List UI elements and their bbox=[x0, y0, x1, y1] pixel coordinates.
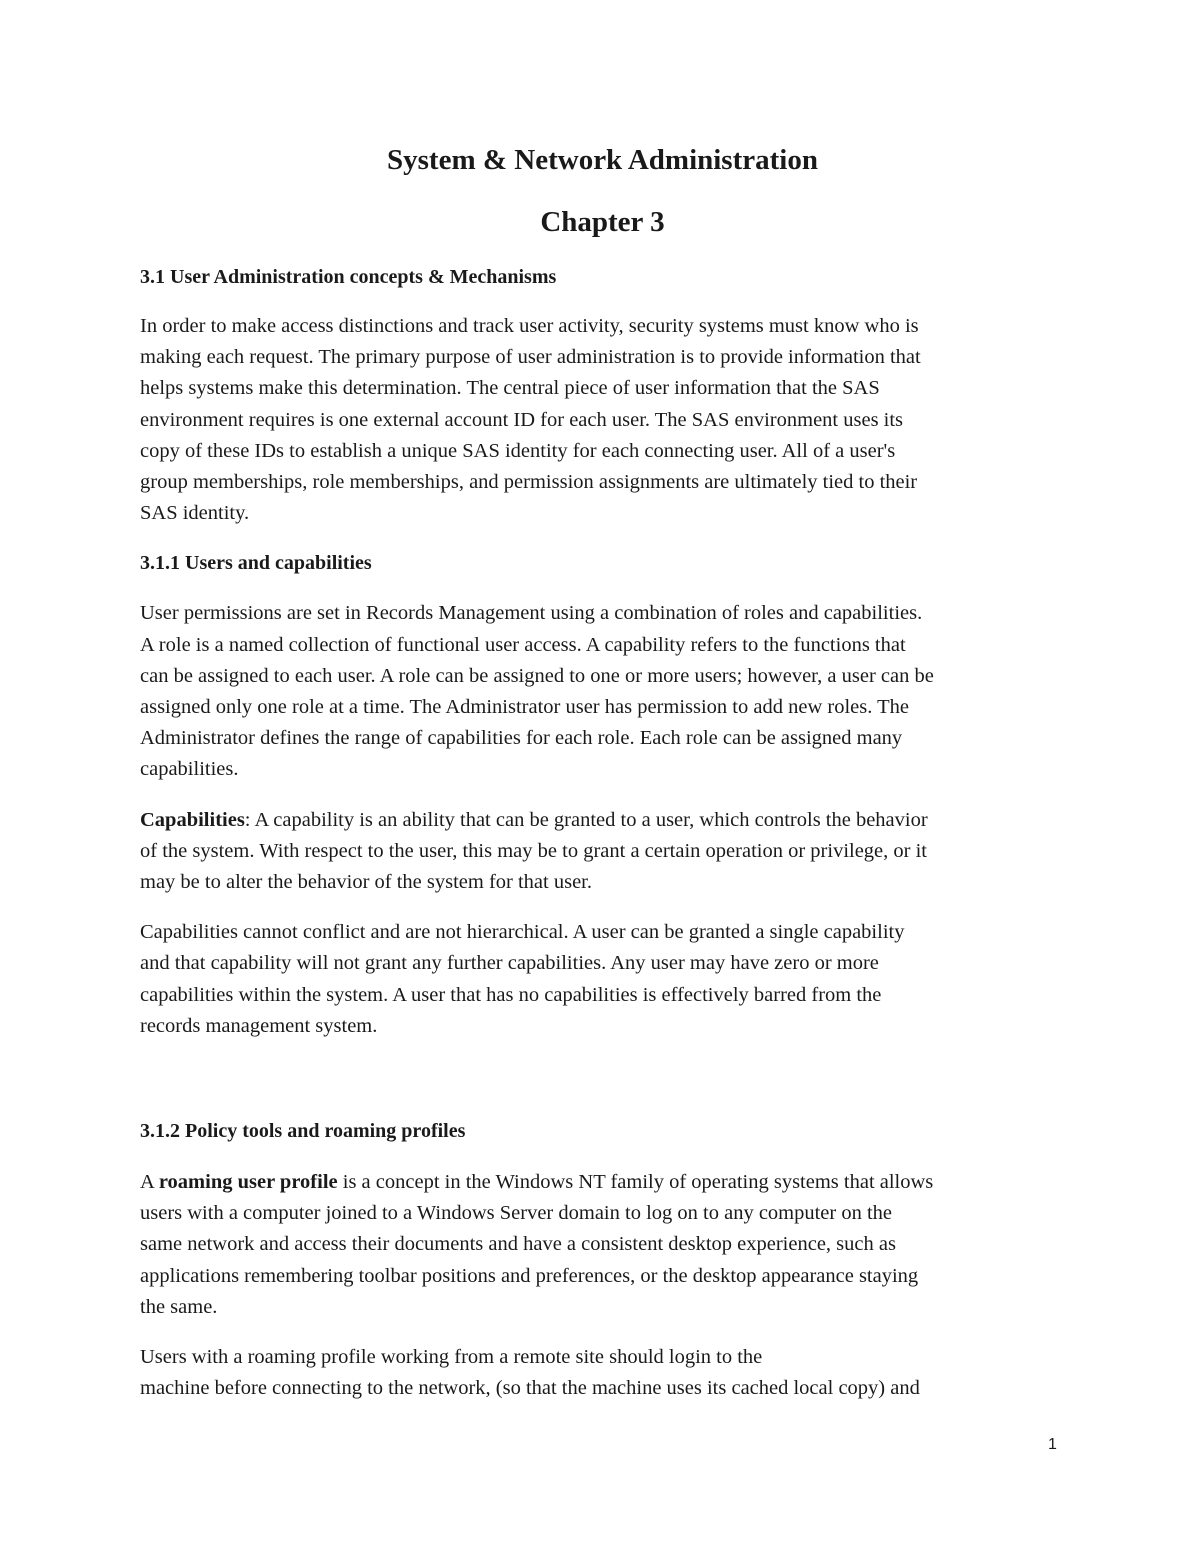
paragraph-users-capabilities bbox=[140, 598, 1065, 785]
text-line: Administrator defines the range of capabilities for each role. Each role can be assigned many bbox=[140, 727, 903, 750]
paragraph-roaming-profile bbox=[140, 1167, 1065, 1323]
text-line: User permissions are set in Records Management using a combination of roles and capabilities. bbox=[140, 602, 923, 625]
section-heading-3-1: 3.1 User Administration concepts & Mechanisms bbox=[140, 266, 557, 288]
text-line: machine before connecting to the network, (so that the machine uses its cached local copy) and bbox=[140, 1377, 920, 1400]
text-line: Capabilities cannot conflict and are not hierarchical. A user can be granted a single capability bbox=[140, 921, 905, 944]
paragraph-capabilities-rules bbox=[140, 917, 1065, 1042]
text-line: In order to make access distinctions and track user activity, security systems must know who is bbox=[140, 315, 919, 337]
text-line: A role is a named collection of functional user access. A capability refers to the functions that bbox=[140, 633, 906, 656]
text-line bbox=[140, 1167, 1065, 1198]
text-line: users with a computer joined to a Windows Server domain to log on to any computer on the bbox=[140, 1202, 893, 1225]
page-number: 1 bbox=[1048, 1436, 1057, 1453]
section-heading-3-1-1: 3.1.1 Users and capabilities bbox=[140, 552, 372, 575]
document-title: System & Network Administration bbox=[387, 144, 818, 176]
roaming-prefix: A bbox=[140, 1171, 159, 1194]
text-line: SAS identity. bbox=[140, 502, 250, 525]
text-line: the same. bbox=[140, 1295, 218, 1318]
paragraph-roaming-remote bbox=[140, 1342, 1065, 1404]
text-line: and that capability will not grant any further capabilities. Any user may have zero or more bbox=[140, 952, 879, 975]
text-line: making each request. The primary purpose of user administration is to provide information that bbox=[140, 346, 921, 369]
text-line: assigned only one role at a time. The Administrator user has permission to add new roles. The bbox=[140, 696, 909, 719]
text-line: capabilities. bbox=[140, 758, 239, 781]
text-line: can be assigned to each user. A role can be assigned to one or more users; however, a user can be bbox=[140, 664, 934, 687]
text-line: helps systems make this determination. The central piece of user information that the SAS bbox=[140, 377, 880, 400]
text-line: records management system. bbox=[140, 1014, 378, 1037]
capabilities-definition-text: : A capability is an ability that can be granted to a user, which controls the behavior bbox=[244, 808, 928, 831]
roaming-definition-text: is a concept in the Windows NT family of operating systems that allows bbox=[337, 1171, 934, 1194]
text-line: capabilities within the system. A user that has no capabilities is effectively barred from the bbox=[140, 983, 882, 1006]
text-line bbox=[140, 805, 1065, 836]
paragraph-capabilities-definition bbox=[140, 805, 1065, 899]
text-line: same network and access their documents and have a consistent desktop experience, such as bbox=[140, 1233, 896, 1256]
text-line: Users with a roaming profile working from a remote site should login to the bbox=[140, 1346, 763, 1369]
text-line: may be to alter the behavior of the system for that user. bbox=[140, 871, 593, 894]
paragraph-user-administration bbox=[140, 311, 1065, 529]
page-content bbox=[140, 138, 1065, 1404]
text-line: applications remembering toolbar positions and preferences, or the desktop appearance staying bbox=[140, 1264, 919, 1287]
text-line: group memberships, role memberships, and permission assignments are ultimately tied to their bbox=[140, 471, 918, 494]
section-heading-3-1-2: 3.1.2 Policy tools and roaming profiles bbox=[140, 1120, 466, 1143]
roaming-profile-term: roaming user profile bbox=[158, 1171, 338, 1194]
text-line: environment requires is one external account ID for each user. The SAS environment uses its bbox=[140, 408, 904, 431]
chapter-title: Chapter 3 bbox=[540, 206, 665, 238]
capabilities-term: Capabilities bbox=[140, 808, 245, 831]
text-line: copy of these IDs to establish a unique SAS identity for each connecting user. All of a user's bbox=[140, 439, 896, 462]
text-line: of the system. With respect to the user, this may be to grant a certain operation or privilege, or it bbox=[140, 839, 927, 862]
